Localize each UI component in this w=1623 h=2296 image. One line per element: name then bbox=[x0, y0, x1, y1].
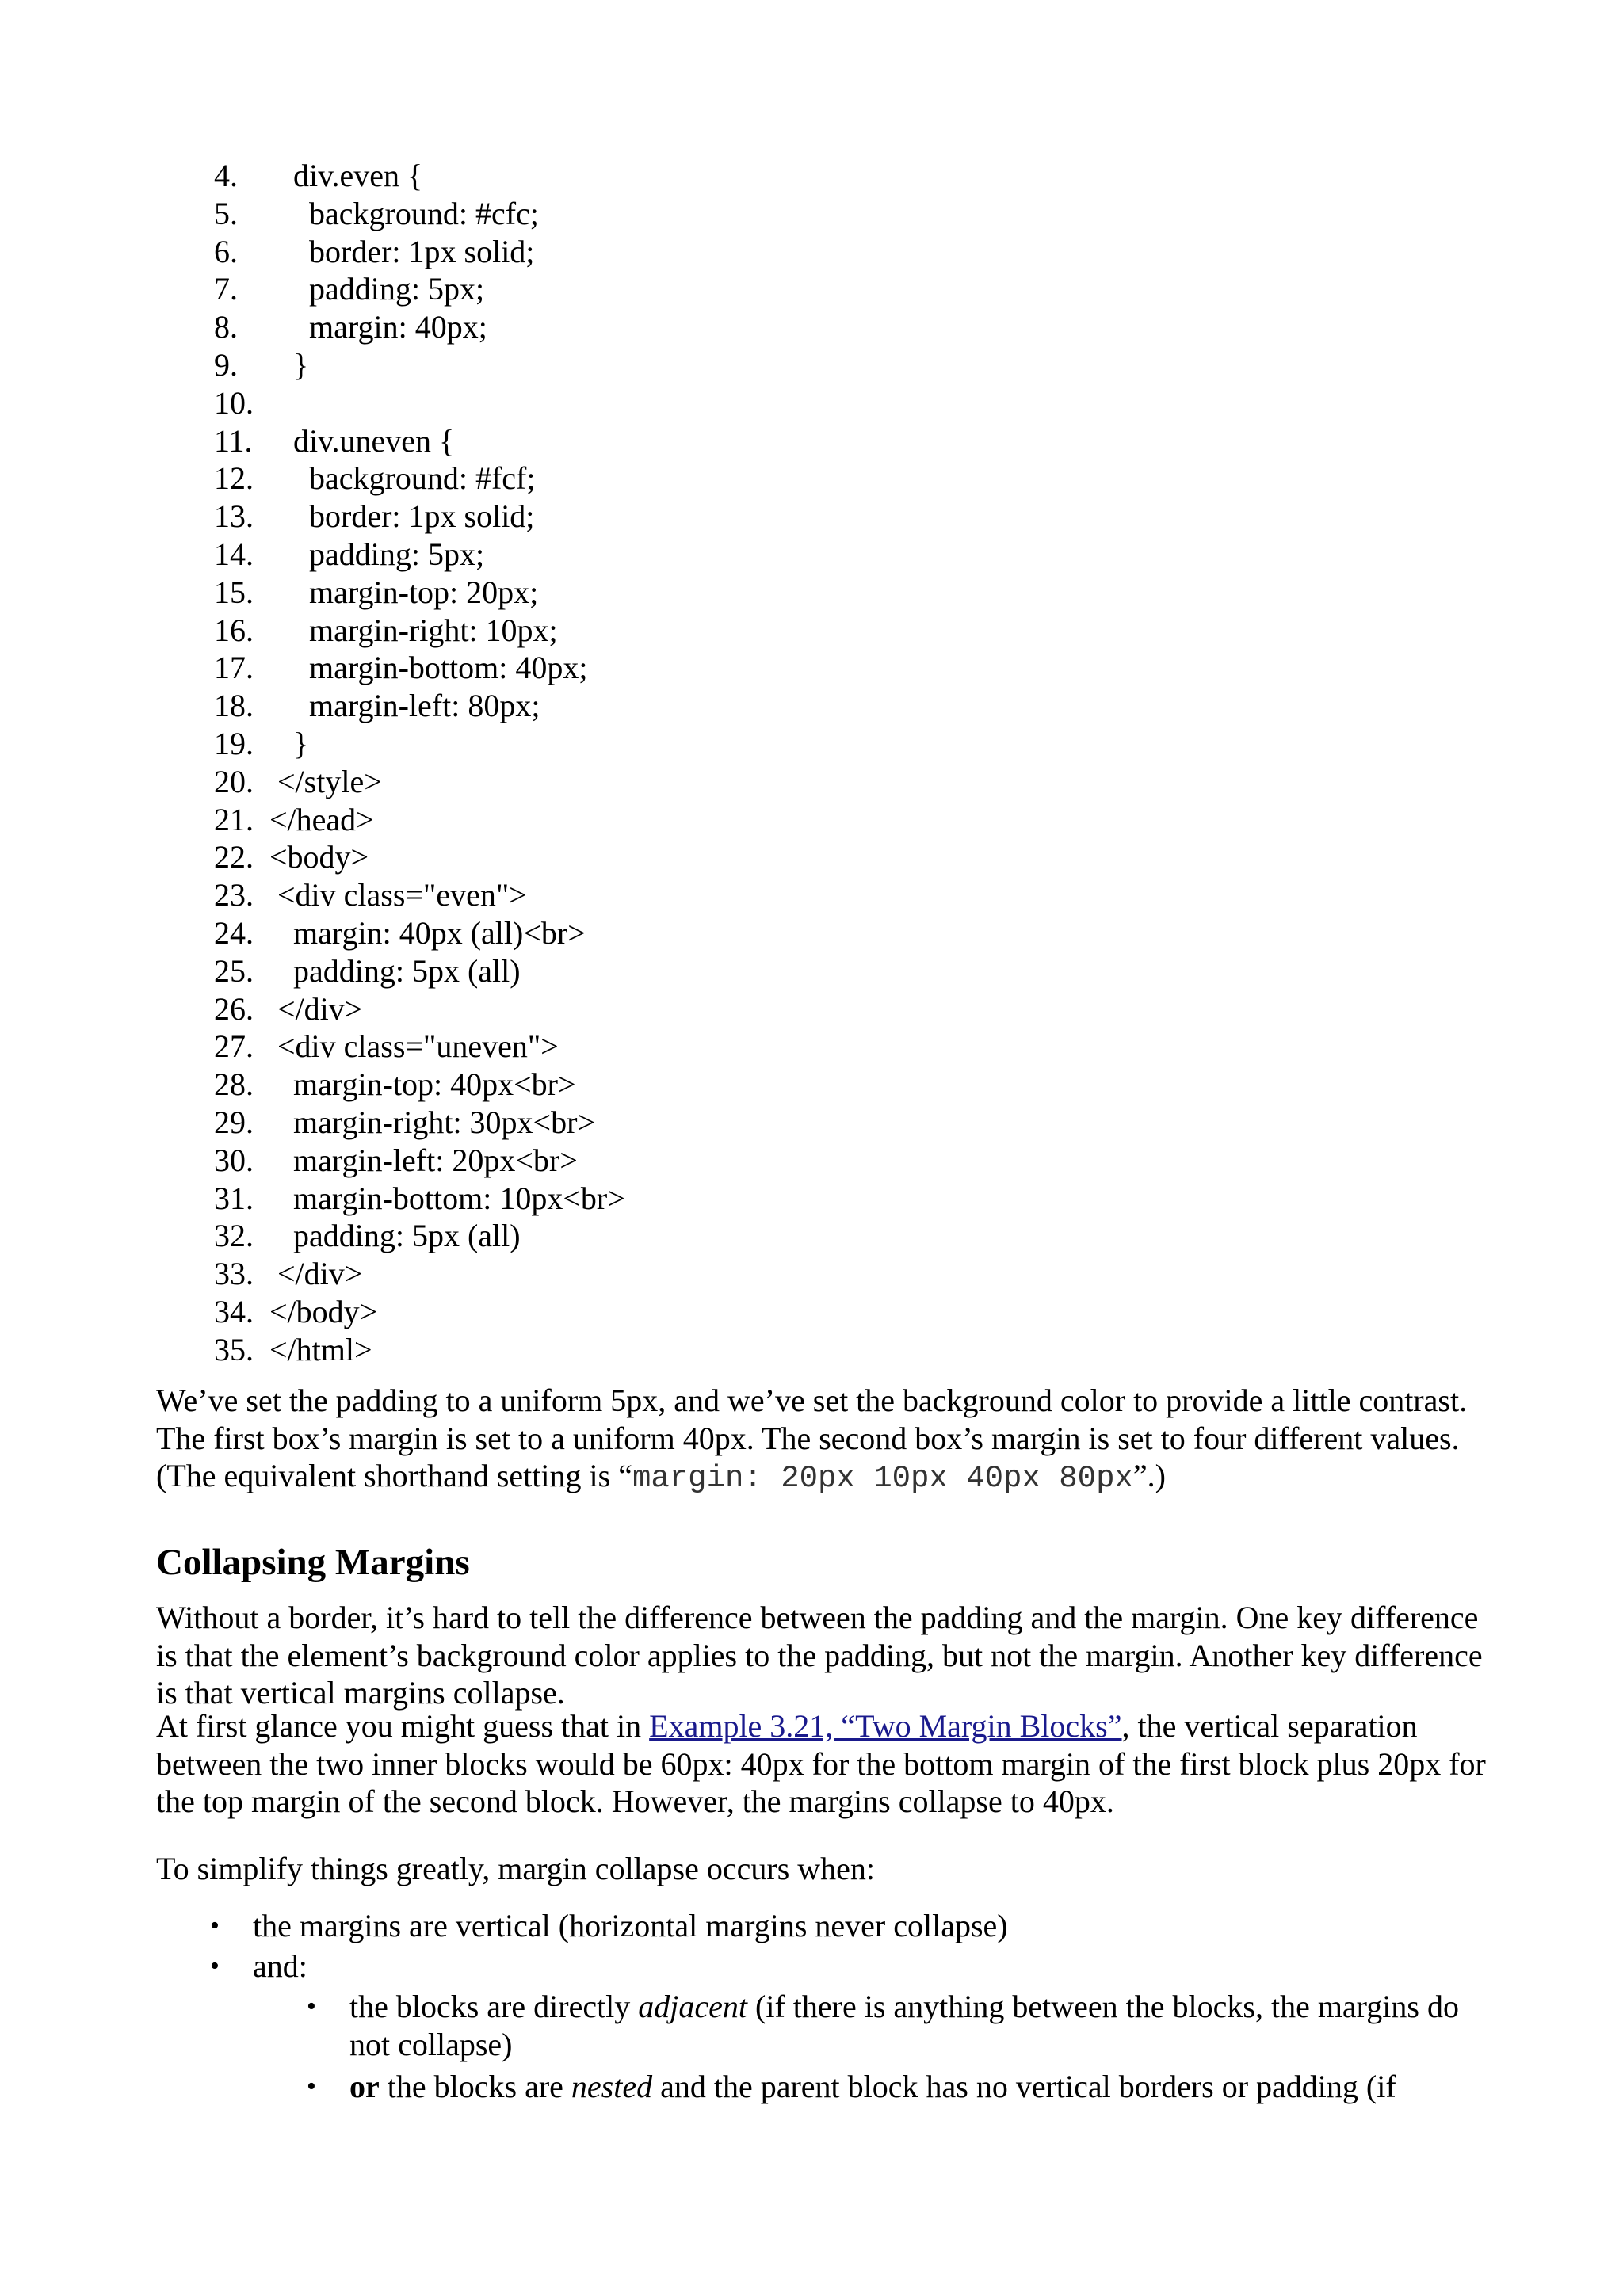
code-line bbox=[214, 233, 1244, 271]
code-line bbox=[214, 687, 1244, 725]
margin-collapse-conditions bbox=[156, 1907, 1495, 2111]
code-line bbox=[214, 876, 1244, 914]
code-text: margin-right: 10px; bbox=[269, 612, 558, 648]
bullet-icon: • bbox=[307, 2072, 316, 2101]
line-number: 14. bbox=[214, 536, 254, 572]
code-line bbox=[214, 498, 1244, 536]
code-line bbox=[214, 1066, 1244, 1104]
line-number: 34. bbox=[214, 1293, 254, 1329]
line-number: 13. bbox=[214, 498, 254, 535]
list-item bbox=[156, 1907, 1495, 1945]
code-line bbox=[214, 1180, 1244, 1218]
emphasis-text: nested bbox=[571, 2069, 653, 2104]
code-line bbox=[214, 422, 1244, 460]
code-text: } bbox=[269, 346, 309, 383]
line-number: 30. bbox=[214, 1142, 254, 1178]
paragraph-text: ”.) bbox=[1132, 1458, 1166, 1493]
paragraph-simplify: To simplify things greatly, margin collapse occurs when: bbox=[156, 1851, 876, 1886]
paragraph-text: , the vertical separation between the two inner blocks would be 60px: 40px for the bottom margin of the first block plus 20px for the top margin of the second block. However, the margins collapse to 40px. bbox=[156, 1708, 1486, 1819]
list-item-text: and: bbox=[253, 1947, 307, 1984]
list-item-text: (if there is anything between the blocks, the margins do not collapse) bbox=[349, 1989, 1459, 2062]
line-number: 31. bbox=[214, 1180, 254, 1216]
line-number: 22. bbox=[214, 839, 254, 875]
code-line bbox=[214, 384, 1244, 422]
code-text: margin: 40px (all)<br> bbox=[269, 914, 586, 951]
paragraph-collapsing-intro: Without a border, it’s hard to tell the difference between the padding and the margin. One key difference is that the element’s background color applies to the padding, but not the margin. Another key difference is that vertical margins collapse. bbox=[156, 1600, 1483, 1711]
line-number: 15. bbox=[214, 574, 254, 610]
list-item bbox=[156, 1947, 1495, 1985]
code-text: } bbox=[269, 725, 309, 761]
line-number: 12. bbox=[214, 460, 254, 497]
paragraph-padding-explanation bbox=[156, 1382, 1487, 1498]
strong-text: or bbox=[349, 2069, 380, 2104]
code-line bbox=[214, 346, 1244, 384]
code-text: padding: 5px; bbox=[269, 271, 485, 307]
list-item-text: the margins are vertical (horizontal margins never collapse) bbox=[253, 1908, 1008, 1943]
paragraph-text: We’ve set the padding to a uniform 5px, and we’ve set the background color to provide a little contrast. The first box’s margin is set to a uniform 40px. The second box’s margin is set to four different values. (The equivalent shorthand setting is “ bbox=[156, 1383, 1468, 1493]
code-line bbox=[214, 574, 1244, 612]
code-text: <body> bbox=[269, 839, 369, 875]
line-number: 11. bbox=[214, 422, 253, 459]
code-text: div.even { bbox=[269, 158, 423, 193]
code-text: border: 1px solid; bbox=[269, 498, 535, 535]
code-line bbox=[214, 801, 1244, 839]
code-text: margin: 40px; bbox=[269, 309, 487, 345]
line-number: 28. bbox=[214, 1066, 254, 1103]
code-text: margin-left: 80px; bbox=[269, 688, 540, 724]
list-item-text: the blocks are bbox=[379, 2069, 571, 2104]
line-number: 29. bbox=[214, 1104, 254, 1140]
code-text: background: #cfc; bbox=[269, 195, 539, 231]
code-line bbox=[214, 536, 1244, 574]
list-item bbox=[156, 1988, 1495, 2063]
example-link[interactable]: Example 3.21, “Two Margin Blocks” bbox=[649, 1708, 1122, 1744]
code-text: </head> bbox=[269, 801, 374, 837]
code-text: </div> bbox=[269, 990, 363, 1027]
code-line bbox=[214, 1028, 1244, 1066]
line-number: 9. bbox=[214, 346, 238, 383]
code-text: border: 1px solid; bbox=[269, 233, 535, 269]
code-line bbox=[214, 914, 1244, 952]
code-line bbox=[214, 195, 1244, 233]
list-item-text: and the parent block has no vertical borders or padding (if bbox=[652, 2069, 1396, 2104]
code-text: div.uneven { bbox=[269, 422, 455, 459]
code-line bbox=[214, 952, 1244, 990]
code-line bbox=[214, 157, 1244, 195]
line-number: 6. bbox=[214, 233, 238, 269]
code-line bbox=[214, 460, 1244, 498]
line-number: 21. bbox=[214, 801, 254, 837]
line-number: 16. bbox=[214, 612, 254, 648]
line-number: 4. bbox=[214, 158, 238, 193]
code-line bbox=[214, 1293, 1244, 1331]
line-number: 32. bbox=[214, 1218, 254, 1254]
section-heading: Collapsing Margins bbox=[156, 1542, 470, 1583]
line-number: 5. bbox=[214, 195, 238, 231]
paragraph-first-glance bbox=[156, 1707, 1487, 1821]
line-number: 20. bbox=[214, 763, 254, 799]
line-number: 19. bbox=[214, 725, 254, 761]
bullet-icon: • bbox=[210, 1911, 220, 1940]
emphasis-text: adjacent bbox=[638, 1989, 748, 2024]
list-item bbox=[156, 2068, 1495, 2106]
line-number: 25. bbox=[214, 952, 254, 989]
line-number: 17. bbox=[214, 650, 254, 686]
code-line bbox=[214, 990, 1244, 1028]
code-text: </html> bbox=[269, 1331, 372, 1367]
code-text: margin-bottom: 10px<br> bbox=[269, 1180, 625, 1216]
code-line bbox=[214, 1217, 1244, 1255]
code-line bbox=[214, 838, 1244, 876]
line-number: 8. bbox=[214, 309, 238, 345]
code-text: padding: 5px (all) bbox=[269, 1218, 521, 1254]
code-text: </style> bbox=[269, 763, 382, 799]
code-line bbox=[214, 1331, 1244, 1369]
code-line bbox=[214, 308, 1244, 346]
line-number: 23. bbox=[214, 877, 254, 913]
code-text: </body> bbox=[269, 1293, 378, 1329]
code-line bbox=[214, 649, 1244, 687]
code-text: </div> bbox=[269, 1256, 363, 1292]
code-line bbox=[214, 612, 1244, 650]
code-text: margin-bottom: 40px; bbox=[269, 650, 588, 686]
code-line bbox=[214, 1104, 1244, 1142]
code-text: <div class="even"> bbox=[269, 877, 527, 913]
code-text: margin-top: 20px; bbox=[269, 574, 539, 610]
code-line bbox=[214, 1142, 1244, 1180]
inline-code: margin: 20px 10px 40px 80px bbox=[632, 1461, 1133, 1496]
code-text: margin-top: 40px<br> bbox=[269, 1066, 576, 1103]
list-item-text: the blocks are directly bbox=[349, 1989, 639, 2024]
paragraph-text: At first glance you might guess that in bbox=[156, 1708, 650, 1744]
code-text: background: #fcf; bbox=[269, 460, 536, 497]
code-line bbox=[214, 763, 1244, 801]
line-number: 35. bbox=[214, 1331, 254, 1367]
code-listing bbox=[214, 157, 1244, 1369]
line-number: 33. bbox=[214, 1256, 254, 1292]
line-number: 10. bbox=[214, 384, 254, 421]
line-number: 24. bbox=[214, 914, 254, 951]
code-text: padding: 5px (all) bbox=[269, 952, 521, 989]
line-number: 26. bbox=[214, 990, 254, 1027]
code-text: padding: 5px; bbox=[269, 536, 485, 572]
code-text: margin-right: 30px<br> bbox=[269, 1104, 595, 1140]
bullet-icon: • bbox=[307, 1992, 316, 2021]
code-line bbox=[214, 270, 1244, 308]
line-number: 7. bbox=[214, 271, 238, 307]
bullet-icon: • bbox=[210, 1951, 220, 1981]
code-text: <div class="uneven"> bbox=[269, 1028, 559, 1065]
code-line bbox=[214, 725, 1244, 763]
line-number: 27. bbox=[214, 1028, 254, 1065]
code-line bbox=[214, 1255, 1244, 1293]
code-text: margin-left: 20px<br> bbox=[269, 1142, 578, 1178]
line-number: 18. bbox=[214, 688, 254, 724]
